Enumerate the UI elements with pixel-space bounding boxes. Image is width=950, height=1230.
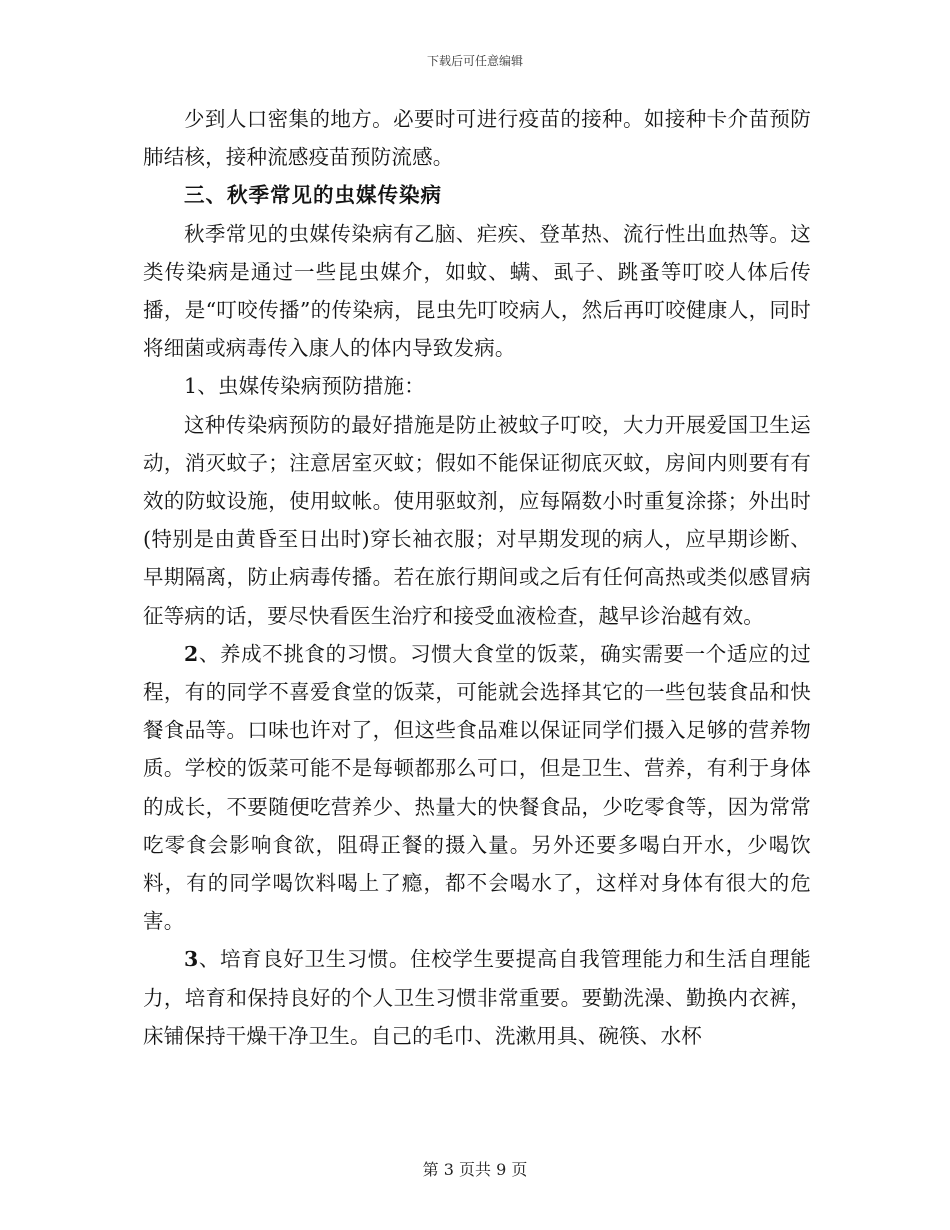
paragraph-item-3 — [143, 940, 811, 1055]
page-header: 下载后可任意编辑 — [426, 54, 523, 68]
paragraph-continuation: 少到人口密集的地方。必要时可进行疫苗的接种。如接种卡介苗预防肺结核，接种流感疫苗预防流感。 — [143, 107, 811, 170]
paragraph-insect-borne-diseases: 秋季常见的虫媒传染病有乙脑、疟疾、登革热、流行性出血热等。这类传染病是通过一些昆虫媒介，如蚊、螨、虱子、跳蚤等叮咬人体后传播，是“叮咬传播”的传染病，昆虫先叮咬病人，然后再叮咬健康人，同时将细菌或病毒传入康人的体内导致发病。 — [143, 221, 811, 361]
paragraph-prevention-details: 这种传染病预防的最好措施是防止被蚊子叮咬，大力开展爱国卫生运动，消灭蚊子；注意居室灭蚊；假如不能保证彻底灭蚊，房间内则要有有效的防蚊设施，使用蚊帐。使用驱蚊剂，应每隔数小时重复涂搽；外出时(特别是由黄昏至日出时)穿长袖衣服；对早期发现的病人，应早期诊断、早期隔离，防止病毒传播。若在旅行期间或之后有任何高热或类似感冒病征等病的话，要尽快看医生治疗和接受血液检查，越早诊治越有效。 — [143, 412, 811, 628]
page-footer: 第 3 页共 9 页 — [422, 1160, 528, 1179]
document-body — [143, 100, 811, 1055]
item-text: 、培育良好卫生习惯。住校学生要提高自我管理能力和生活自理能力，培育和保持良好的个人卫生习惯非常重要。要勤洗澡、勤换内衣裤，床铺保持干燥干净卫生。自己的毛巾、洗漱用具、碗筷、水杯 — [143, 947, 811, 1048]
item-number: 3 — [184, 947, 199, 972]
section-heading: 三、秋季常见的虫媒传染病 — [184, 183, 442, 208]
subheading-prevention-measures: 1、虫媒传染病预防措施： — [184, 374, 425, 399]
paragraph-item-2 — [143, 635, 811, 941]
item-number: 2 — [184, 641, 199, 666]
item-text: 、养成不挑食的习惯。习惯大食堂的饭菜，确实需要一个适应的过程，有的同学不喜爱食堂的饭菜，可能就会选择其它的一些包装食品和快餐食品等。口味也许对了，但这些食品难以保证同学们摄入足够的营养物质。学校的饭菜可能不是每顿都那么可口，但是卫生、营养，有利于身体的成长，不要随便吃营养少、热量大的快餐食品，少吃零食等，因为常常吃零食会影响食欲，阻碍正餐的摄入量。另外还要多喝白开水，少喝饮料，有的同学喝饮料喝上了瘾，都不会喝水了，这样对身体有很大的危害。 — [143, 641, 811, 934]
